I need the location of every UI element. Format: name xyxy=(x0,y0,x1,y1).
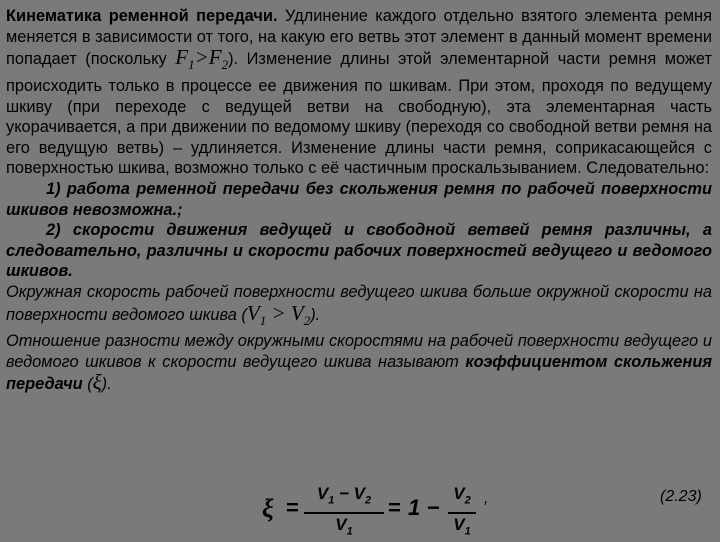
paragraph-speeds: Окружная скорость рабочей поверхности ведущего шкива больше окружной скорости на поверхности ведомого шкива $(V_1 > V_2)$. xyxy=(6,282,712,328)
formula-equals: = xyxy=(286,495,299,520)
conclusion-point-2: 2) скорости движения ведущей и свободной ветвей ремня различны, а следовательно, различны и скорости рабочих поверхностей ведущего и ведомого шкивов. xyxy=(6,221,712,281)
fraction-velocity-difference xyxy=(304,484,384,542)
fraction-numerator: $V_1 - V_2$ xyxy=(316,484,372,507)
fraction-bar xyxy=(304,512,384,514)
fraction-denominator-2: $V_1$ xyxy=(453,515,471,538)
paragraph-text: Удлинение каждого отдельно взятого элемента ремня меняется в зависимости от того, на какую его ветвь этот элемент в данный момент времени попадает (поскольку xyxy=(6,7,712,69)
paragraph-slip-definition: Отношение разности между окружными скоростями на рабочей поверхности ведущего и ведомого шкивов к скорости ведущего шкива называют коэффициентом скольжения передачи (ξ). xyxy=(6,332,712,395)
formula-equals-2: = xyxy=(388,495,401,520)
equation-number: (2.23) xyxy=(660,488,702,505)
velocity-inequality: $V_1 > V_2$ xyxy=(246,300,311,328)
slip-coefficient-term: коэффициентом скольжения передачи xyxy=(6,352,712,394)
formula-xi: ξ xyxy=(262,494,274,523)
conclusion-point-1: 1) работа ременной передачи без скольжения ремня по рабочей поверхности шкивов невозможна.; xyxy=(6,179,712,219)
paragraph-text-cont: ). Изменение длины этой элементарной части ремня может происходить только в процессе ее движения по шкивам. При этом, проходя по ведущему шкиву (при переходе с ведущей ветви на свободную), эта элементарная часть укорачивается, а при движении по ведомому шкиву (переходя со свободной ветви ремня на его ведущую ветвь) – удлиняется. Изменение длины части ремня, соприкасающейся с поверхностью шкива, возможно только с её частичным проскальзыванием. Следовательно: xyxy=(6,50,713,178)
slip-symbol: ξ xyxy=(92,370,102,395)
fraction-velocity-ratio xyxy=(448,484,476,542)
fraction-denominator: $V_1$ xyxy=(335,515,353,538)
section-title: Кинематика ременной передачи. xyxy=(6,7,278,25)
fraction-numerator-2: $V_2$ xyxy=(453,484,471,507)
text-block xyxy=(6,6,712,395)
formula-minus: − xyxy=(427,495,440,520)
paragraph-kinematics xyxy=(6,6,712,179)
force-inequality: $F_1>F_2$ xyxy=(175,45,229,73)
fraction-bar-2 xyxy=(448,512,476,514)
formula-comma: , xyxy=(484,490,489,507)
formula-one: 1 xyxy=(408,495,421,520)
